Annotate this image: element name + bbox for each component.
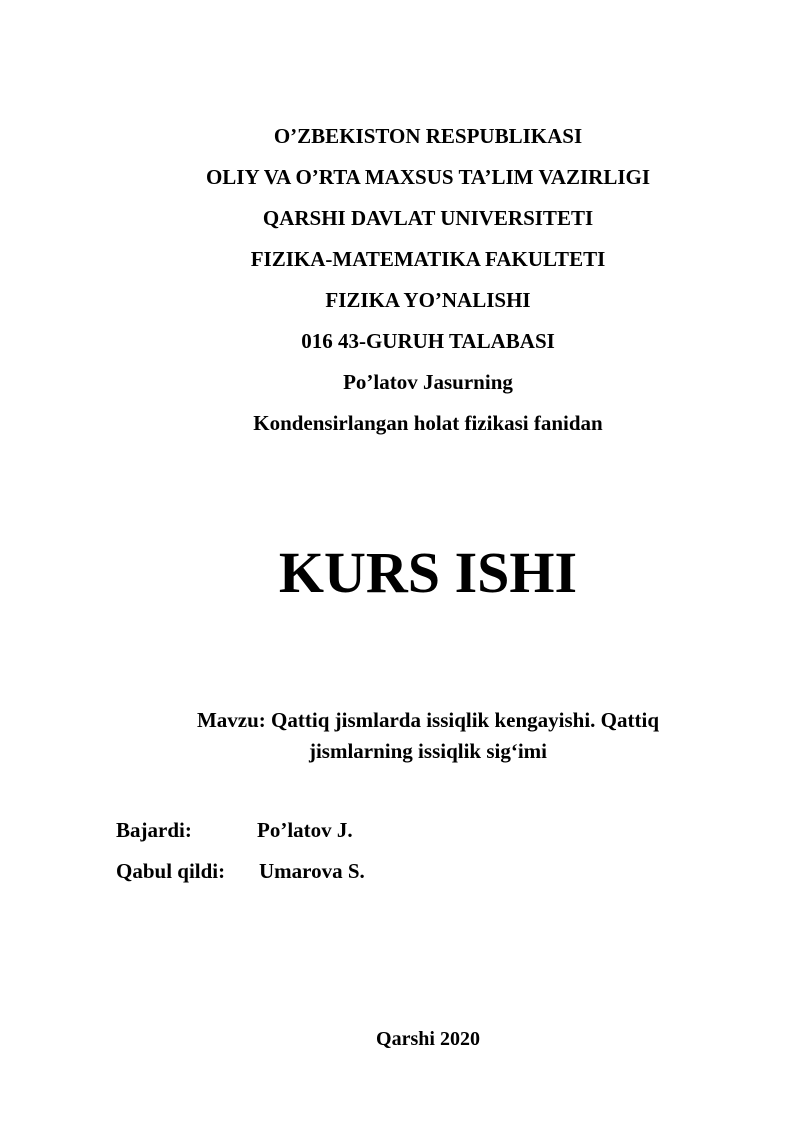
header-faculty: FIZIKA-MATEMATIKA FAKULTETI <box>250 247 606 271</box>
header-university: QARSHI DAVLAT UNIVERSITETI <box>262 206 594 230</box>
institution-header <box>0 116 800 444</box>
header-country: O’ZBEKISTON RESPUBLIKASI <box>273 124 583 148</box>
header-group: 016 43-GURUH TALABASI <box>301 329 555 353</box>
topic-text: Mavzu: Qattiq jismlarda issiqlik kengayishi. Qattiq jismlarning issiqlik sig‘imi <box>196 708 660 763</box>
performed-by-row <box>116 815 353 845</box>
performed-by-name: Po’latov J. <box>257 818 353 842</box>
header-subject: Kondensirlangan holat fizikasi fanidan <box>253 411 603 435</box>
header-ministry: OLIY VA O’RTA MAXSUS TA’LIM VAZIRLIGI <box>205 165 651 189</box>
header-direction: FIZIKA YO’NALISHI <box>325 288 531 312</box>
header-student: Po’latov Jasurning <box>343 370 513 394</box>
accepted-by-row <box>116 856 365 886</box>
performed-by-label: Bajardi: <box>116 818 192 842</box>
accepted-by-name: Umarova S. <box>259 859 365 883</box>
document-title: KURS ISHI <box>278 540 578 605</box>
accepted-by-label: Qabul qildi: <box>116 859 226 883</box>
place-year: Qarshi 2020 <box>376 1028 480 1050</box>
